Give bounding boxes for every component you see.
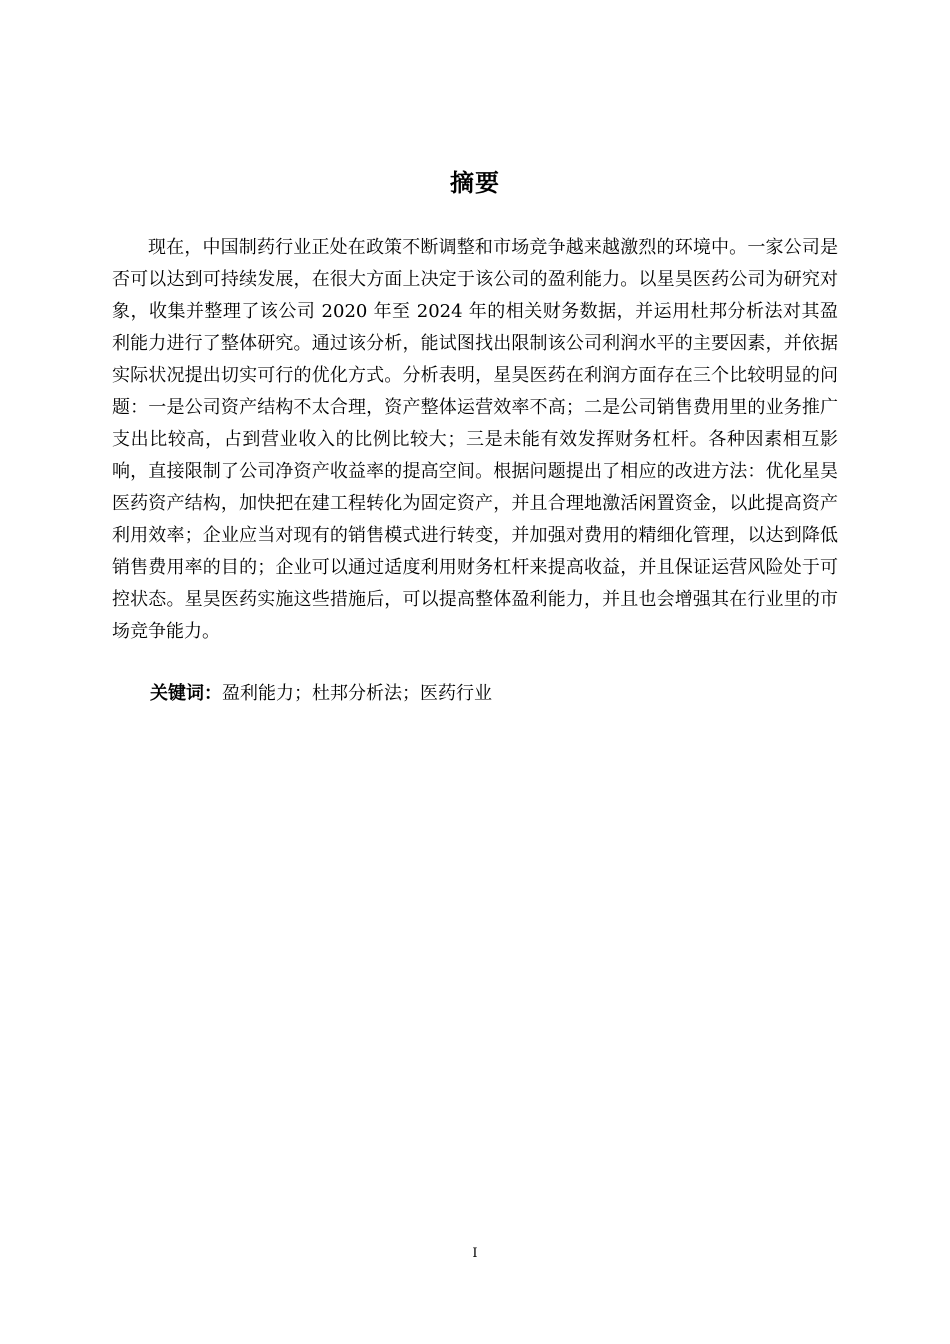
keywords-line — [150, 678, 840, 710]
abstract-title: 摘要 — [450, 169, 500, 197]
abstract-body: 现在，中国制药行业正处在政策不断调整和市场竞争越来越激烈的环境中。一家公司是否可以达到可持续发展，在很大方面上决定于该公司的盈利能力。以星昊医药公司为研究对象，收集并整理了该公司 2020 年至 2024 年的相关财务数据，并运用杜邦分析法对其盈利能力进行了整体研究。通过该分析，能试图找出限制该公司利润水平的主要因素，并依据实际状况提出切实可行的优化方式。分析表明，星昊医药在利润方面存在三个比较明显的问题：一是公司资产结构不太合理，资产整体运营效率不高；二是公司销售费用里的业务推广支出比较高，占到营业收入的比例比较大；三是未能有效发挥财务杠杆。各种因素相互影响，直接限制了公司净资产收益率的提高空间。根据问题提出了相应的改进方法：优化星昊医药资产结构，加快把在建工程转化为固定资产，并且合理地激活闲置资金，以此提高资产利用效率；企业应当对现有的销售模式进行转变，并加强对费用的精细化管理，以达到降低销售费用率的目的；企业可以通过适度利用财务杠杆来提高收益，并且保证运营风险处于可控状态。星昊医药实施这些措施后，可以提高整体盈利能力，并且也会增强其在行业里的市场竞争能力。 — [112, 237, 838, 642]
keywords-text: 盈利能力；杜邦分析法；医药行业 — [222, 683, 492, 704]
page-number: I — [472, 1246, 478, 1261]
keywords-label: 关键词： — [150, 683, 222, 704]
